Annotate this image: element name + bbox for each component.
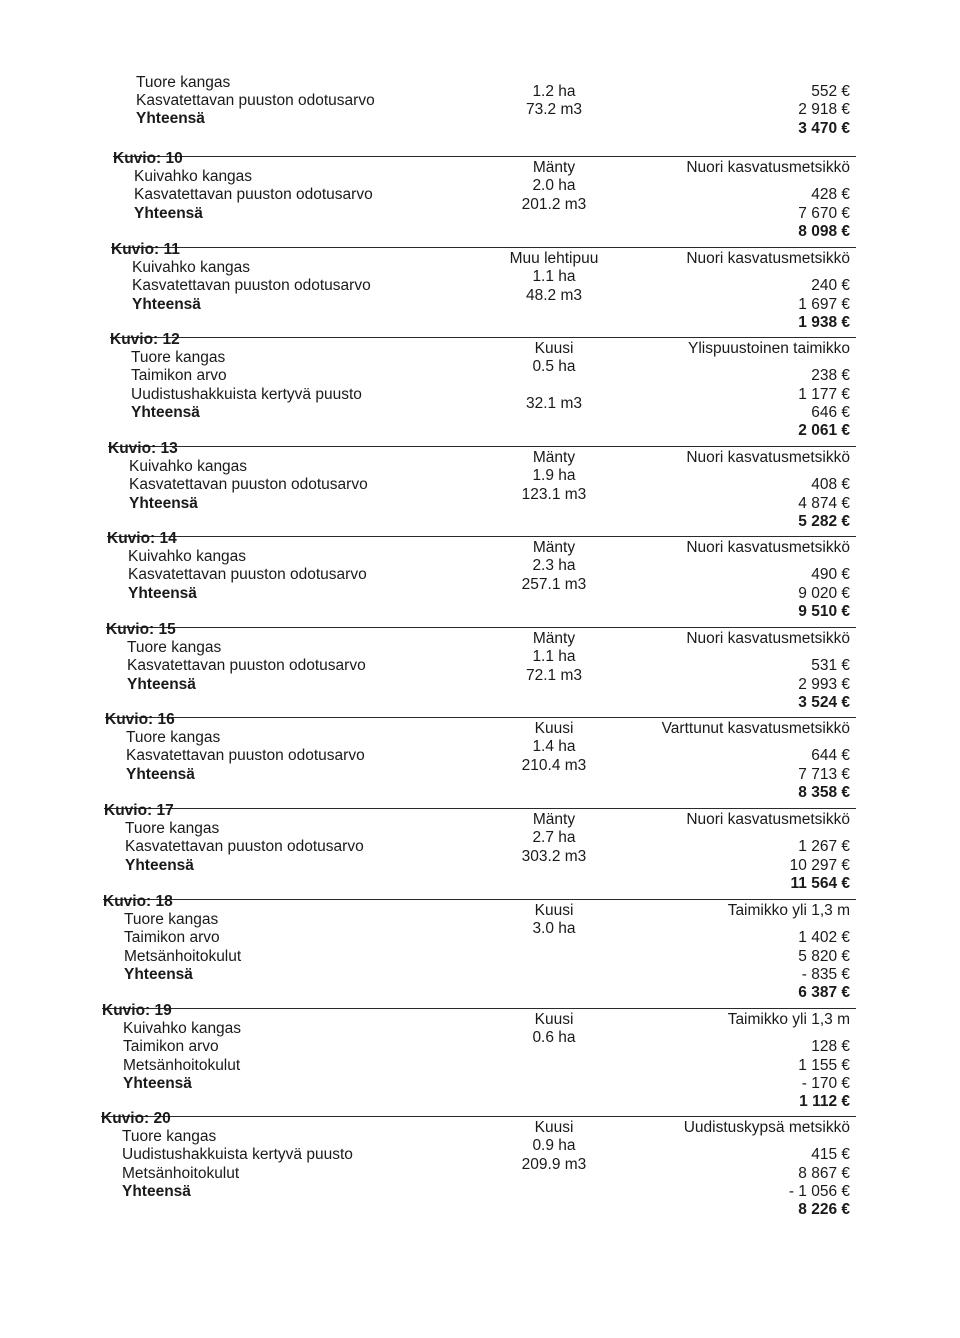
development-class: Uudistuskypsä metsikkö xyxy=(683,1119,850,1136)
mid-value: 48.2 m3 xyxy=(525,286,582,304)
euro-value: 1 267 € xyxy=(798,838,850,856)
row-label: Kuivahko kangas xyxy=(132,259,251,277)
kuvio-block xyxy=(0,150,960,250)
kuvio-header: Kuvio: 10 xyxy=(113,150,183,167)
mid-value: 0.9 ha xyxy=(532,1137,576,1155)
euro-value: 490 € xyxy=(811,566,850,584)
development-class: Nuori kasvatusmetsikkö xyxy=(686,630,850,647)
row-label: Tuore kangas xyxy=(126,729,221,747)
total-value: 9 510 € xyxy=(798,602,850,620)
euro-value: - 170 € xyxy=(801,1074,850,1092)
row-label: Kasvatettavan puuston odotusarvo xyxy=(127,657,366,675)
euro-value: 7 670 € xyxy=(798,204,850,222)
total-value: 5 282 € xyxy=(798,512,850,530)
row-label: Tuore kangas xyxy=(125,820,220,838)
development-class: Nuori kasvatusmetsikkö xyxy=(686,811,850,828)
total-value: 2 061 € xyxy=(798,421,850,439)
kuvio-block xyxy=(0,711,960,811)
kuvio-header: Kuvio: 13 xyxy=(108,440,178,457)
section-divider xyxy=(107,536,856,537)
euro-value: 644 € xyxy=(811,747,850,765)
kuvio-block xyxy=(0,331,960,439)
row-label: Metsänhoitokulut xyxy=(124,947,242,965)
tree-species: Kuusi xyxy=(534,1119,574,1137)
euro-value: 415 € xyxy=(811,1146,850,1164)
mid-value: 1.2 ha xyxy=(532,83,576,101)
kuvio-header: Kuvio: 17 xyxy=(104,802,174,819)
kuvio-header: Kuvio: 15 xyxy=(106,621,176,638)
row-label: Taimikon arvo xyxy=(124,929,220,947)
development-class: Taimikko yli 1,3 m xyxy=(727,1011,850,1028)
kuvio-block xyxy=(0,530,960,630)
total-value: 8 098 € xyxy=(798,222,850,240)
kuvio-header: Kuvio: 18 xyxy=(103,893,173,910)
tree-species: Mänty xyxy=(532,539,576,557)
section-divider xyxy=(101,1116,856,1117)
tree-species: Mänty xyxy=(532,630,576,648)
euro-value: 9 020 € xyxy=(798,584,850,602)
row-label: Kuivahko kangas xyxy=(129,458,248,476)
total-value: 3 524 € xyxy=(798,693,850,711)
euro-value: 531 € xyxy=(811,657,850,675)
euro-value: 240 € xyxy=(811,277,850,295)
total-label: Yhteensä xyxy=(126,765,195,783)
row-label: Tuore kangas xyxy=(122,1128,217,1146)
tree-species: Kuusi xyxy=(534,902,574,920)
tree-species: Mänty xyxy=(532,159,576,177)
kuvio-header: Kuvio: 16 xyxy=(105,711,175,728)
row-label: Taimikon arvo xyxy=(131,367,227,385)
euro-value: 552 € xyxy=(811,83,850,101)
kuvio-header: Kuvio: 11 xyxy=(111,241,180,258)
euro-value: - 1 056 € xyxy=(788,1182,850,1200)
row-label: Kasvatettavan puuston odotusarvo xyxy=(125,838,364,856)
total-label: Yhteensä xyxy=(123,1074,192,1092)
development-class: Nuori kasvatusmetsikkö xyxy=(686,539,850,556)
row-label: Taimikon arvo xyxy=(123,1038,219,1056)
total-label: Yhteensä xyxy=(129,494,198,512)
kuvio-block xyxy=(0,1110,960,1218)
row-label: Uudistushakkuista kertyvä puusto xyxy=(122,1146,353,1164)
mid-value: 201.2 m3 xyxy=(521,195,587,213)
kuvio-block xyxy=(0,241,960,341)
section-divider xyxy=(104,808,856,809)
euro-value: 408 € xyxy=(811,476,850,494)
kuvio-block xyxy=(0,621,960,721)
kuvio-header: Kuvio: 20 xyxy=(101,1110,171,1127)
total-label: Yhteensä xyxy=(131,403,200,421)
mid-value: 1.9 ha xyxy=(532,467,576,485)
mid-value: 209.9 m3 xyxy=(521,1155,587,1173)
mid-value: 210.4 m3 xyxy=(521,756,587,774)
total-label: Yhteensä xyxy=(122,1182,191,1200)
development-class: Ylispuustoinen taimikko xyxy=(688,340,850,357)
development-class: Nuori kasvatusmetsikkö xyxy=(686,449,850,466)
euro-value: 5 820 € xyxy=(798,947,850,965)
kuvio-block xyxy=(0,440,960,540)
euro-value: 1 697 € xyxy=(798,295,850,313)
mid-value: 303.2 m3 xyxy=(521,847,587,865)
section-divider xyxy=(103,899,856,900)
development-class: Nuori kasvatusmetsikkö xyxy=(686,250,850,267)
euro-value: 1 402 € xyxy=(798,929,850,947)
total-value: 6 387 € xyxy=(798,983,850,1001)
total-label: Yhteensä xyxy=(124,965,193,983)
mid-value: 1.4 ha xyxy=(532,738,576,756)
row-label: Kuivahko kangas xyxy=(128,548,247,566)
section-divider xyxy=(110,337,856,338)
row-label: Tuore kangas xyxy=(127,639,222,657)
mid-value: 2.3 ha xyxy=(532,557,576,575)
row-label: Tuore kangas xyxy=(131,349,226,367)
total-label: Yhteensä xyxy=(132,295,201,313)
total-value: 11 564 € xyxy=(790,874,850,892)
row-label: Metsänhoitokulut xyxy=(122,1164,240,1182)
tree-species: Muu lehtipuu xyxy=(509,250,599,268)
section-divider xyxy=(106,627,856,628)
row-label: Kasvatettavan puuston odotusarvo xyxy=(132,277,371,295)
row-label: Tuore kangas xyxy=(124,911,219,929)
total-label: Yhteensä xyxy=(134,204,203,222)
kuvio-header: Kuvio: 14 xyxy=(107,530,177,547)
euro-value: 128 € xyxy=(811,1038,850,1056)
row-label: Metsänhoitokulut xyxy=(123,1056,241,1074)
row-label: Kasvatettavan puuston odotusarvo xyxy=(126,747,365,765)
kuvio-block xyxy=(0,1002,960,1110)
total-label: Yhteensä xyxy=(128,584,197,602)
total-label: Yhteensä xyxy=(125,856,194,874)
total-value: 8 358 € xyxy=(798,783,850,801)
row-label: Kuivahko kangas xyxy=(134,168,253,186)
mid-value: 1.1 ha xyxy=(532,268,576,286)
mid-value: 0.6 ha xyxy=(532,1029,576,1047)
euro-value: 646 € xyxy=(811,403,850,421)
total-label: Yhteensä xyxy=(136,110,205,128)
kuvio-block xyxy=(0,802,960,902)
development-class: Varttunut kasvatusmetsikkö xyxy=(661,720,850,737)
mid-value: 1.1 ha xyxy=(532,648,576,666)
euro-value: 2 993 € xyxy=(798,675,850,693)
kuvio-block xyxy=(0,893,960,1001)
euro-value: - 835 € xyxy=(801,965,850,983)
euro-value: 1 177 € xyxy=(798,385,850,403)
row-label: Kasvatettavan puuston odotusarvo xyxy=(129,476,368,494)
mid-value: 2.7 ha xyxy=(532,829,576,847)
euro-value: 7 713 € xyxy=(798,765,850,783)
euro-value: 2 918 € xyxy=(798,101,850,119)
row-label: Kuivahko kangas xyxy=(123,1020,242,1038)
mid-value: 2.0 ha xyxy=(532,177,576,195)
mid-value: 0.5 ha xyxy=(532,358,576,376)
euro-value: 1 155 € xyxy=(798,1056,850,1074)
section-divider xyxy=(105,717,856,718)
row-label: Kasvatettavan puuston odotusarvo xyxy=(136,92,375,110)
total-value: 1 938 € xyxy=(798,313,850,331)
mid-value: 123.1 m3 xyxy=(521,485,587,503)
mid-value: 257.1 m3 xyxy=(521,575,587,593)
mid-value: 32.1 m3 xyxy=(525,394,582,412)
tree-species: Mänty xyxy=(532,811,576,829)
euro-value: 428 € xyxy=(811,186,850,204)
total-label: Yhteensä xyxy=(127,675,196,693)
row-label: Tuore kangas xyxy=(136,74,231,91)
euro-value: 4 874 € xyxy=(798,494,850,512)
total-value: 8 226 € xyxy=(798,1200,850,1218)
development-class: Taimikko yli 1,3 m xyxy=(727,902,850,919)
row-label: Uudistushakkuista kertyvä puusto xyxy=(131,385,362,403)
tree-species: Mänty xyxy=(532,449,576,467)
mid-value: 73.2 m3 xyxy=(525,101,582,119)
section-divider xyxy=(111,247,856,248)
euro-value: 8 867 € xyxy=(798,1164,850,1182)
tree-species: Kuusi xyxy=(534,1011,574,1029)
row-label: Kasvatettavan puuston odotusarvo xyxy=(134,186,373,204)
total-value: 3 470 € xyxy=(798,119,850,137)
total-value: 1 112 € xyxy=(799,1092,850,1110)
section-divider xyxy=(113,156,856,157)
tree-species: Kuusi xyxy=(534,720,574,738)
kuvio-header: Kuvio: 19 xyxy=(102,1002,172,1019)
euro-value: 238 € xyxy=(811,367,850,385)
development-class: Nuori kasvatusmetsikkö xyxy=(686,159,850,176)
euro-value: 10 297 € xyxy=(789,856,850,874)
section-divider xyxy=(102,1008,856,1009)
mid-value: 72.1 m3 xyxy=(525,666,582,684)
kuvio-header: Kuvio: 12 xyxy=(110,331,180,348)
section-divider xyxy=(108,446,856,447)
tree-species: Kuusi xyxy=(534,340,574,358)
row-label: Kasvatettavan puuston odotusarvo xyxy=(128,566,367,584)
mid-value: 3.0 ha xyxy=(532,920,576,938)
